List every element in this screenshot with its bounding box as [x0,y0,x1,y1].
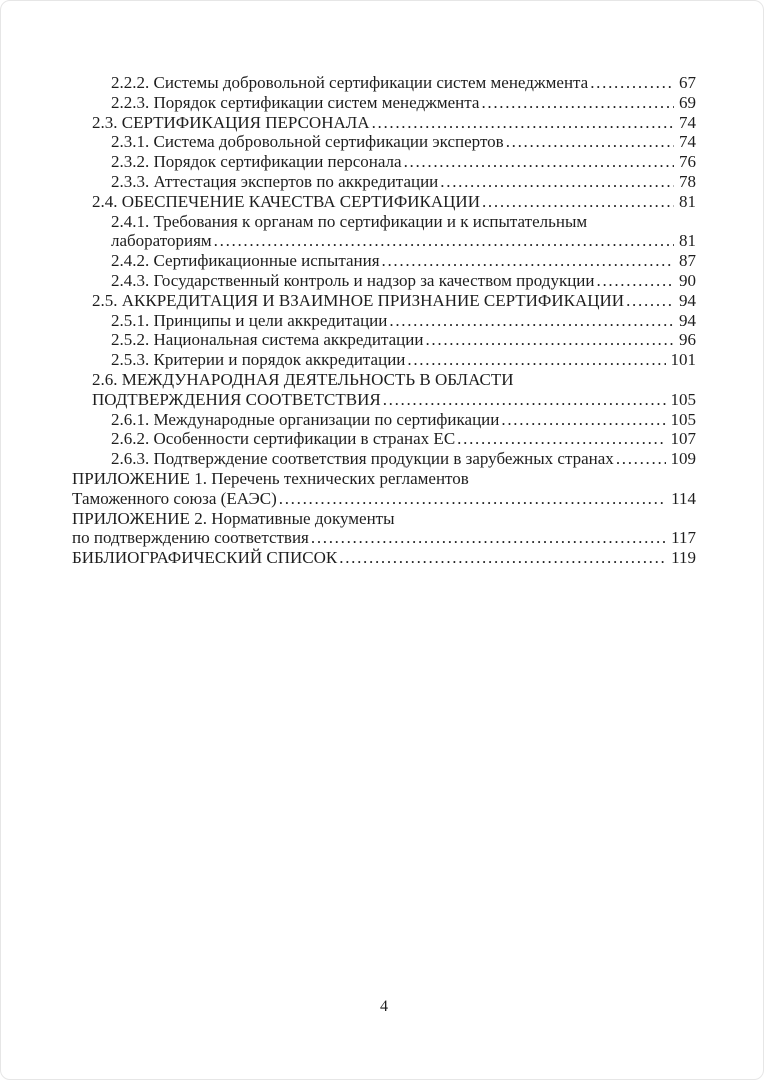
toc-leader-dots [372,113,674,133]
toc-page-number: 94 [679,290,696,310]
toc-entry [72,350,696,370]
toc-page-number: 74 [679,132,696,152]
toc-leader-dots [404,152,674,172]
toc-entry-text: 2.3.3. Аттестация экспертов по аккредитации [111,171,439,191]
toc-entry [72,192,696,212]
toc-leader-dots [440,172,674,192]
toc-leader-dots [590,73,674,93]
toc-entry [72,370,696,390]
toc-entry-text: 2.3. СЕРТИФИКАЦИЯ ПЕРСОНАЛА [92,112,370,132]
toc-leader-dots [616,449,666,469]
toc-entry [72,469,696,489]
toc-leader-dots [482,192,674,212]
toc-entry-text: 2.3.1. Система добровольной сертификации экспертов [111,132,504,152]
toc-entry-text: ПОДТВЕРЖДЕНИЯ СООТВЕТСТВИЯ [92,389,381,409]
toc-page-number: 87 [679,251,696,271]
toc-entry-text: 2.6.2. Особенности сертификации в странах ЕС [111,429,456,449]
toc-entry-text: Таможенного союза (ЕАЭС) [72,488,277,508]
table-of-contents [72,73,696,568]
toc-entry-text: 2.4.1. Требования к органам по сертификации и к испытательным [111,211,588,231]
toc-page-number: 119 [671,548,696,568]
toc-entry [72,528,696,548]
toc-page-number: 109 [670,449,696,469]
toc-entry [72,113,696,133]
toc-leader-dots [383,390,666,410]
toc-page-number: 81 [679,231,696,251]
toc-entry-text: БИБЛИОГРАФИЧЕСКИЙ СПИСОК [72,548,338,568]
toc-page-number: 76 [679,152,696,172]
toc-leader-dots [626,291,674,311]
toc-page-number: 117 [671,528,696,548]
toc-leader-dots [501,410,665,430]
toc-page-number: 78 [679,171,696,191]
toc-leader-dots [425,330,674,350]
toc-entry-text: лабораториям [111,231,212,251]
toc-page-number: 107 [670,429,696,449]
toc-leader-dots [457,429,665,449]
toc-leader-dots [597,271,675,291]
toc-leader-dots [382,251,674,271]
toc-entry [72,212,696,232]
toc-entry-text: 2.6. МЕЖДУНАРОДНАЯ ДЕЯТЕЛЬНОСТЬ В ОБЛАСТИ [92,369,514,389]
toc-entry [72,271,696,291]
toc-leader-dots [214,231,674,251]
toc-leader-dots [279,489,666,509]
toc-entry-text: 2.4.2. Сертификационные испытания [111,251,380,271]
toc-entry [72,93,696,113]
toc-entry-text: 2.5.2. Национальная система аккредитации [111,330,424,350]
toc-page-number: 105 [670,389,696,409]
toc-entry [72,390,696,410]
toc-page-number: 114 [671,488,696,508]
toc-entry [72,73,696,93]
page-number-footer: 4 [380,998,388,1015]
toc-entry [72,251,696,271]
toc-entry [72,509,696,529]
toc-page-number: 67 [679,73,696,92]
toc-entry [72,449,696,469]
toc-leader-dots [506,132,674,152]
toc-page-number: 90 [679,270,696,290]
toc-entry-text: ПРИЛОЖЕНИЕ 2. Нормативные документы [72,508,395,528]
toc-entry [72,231,696,251]
toc-entry-text: 2.6.1. Международные организации по сертификации [111,409,500,429]
toc-page-number: 101 [670,350,696,370]
toc-entry-text: 2.2.3. Порядок сертификации систем менеджмента [111,92,480,112]
toc-leader-dots [481,93,674,113]
toc-leader-dots [311,528,666,548]
toc-page-number: 96 [679,330,696,350]
toc-leader-dots [339,548,666,568]
toc-entry-text: 2.5. АККРЕДИТАЦИЯ И ВЗАИМНОЕ ПРИЗНАНИЕ СЕРТИФИКАЦИИ [92,290,625,310]
toc-entry [72,132,696,152]
toc-entry-text: 2.4.3. Государственный контроль и надзор за качеством продукции [111,270,595,290]
toc-entry [72,330,696,350]
toc-entry [72,429,696,449]
toc-entry-text: 2.4. ОБЕСПЕЧЕНИЕ КАЧЕСТВА СЕРТИФИКАЦИИ [92,191,480,211]
toc-entry-text: по подтверждению соответствия [72,528,309,548]
toc-entry [72,291,696,311]
toc-leader-dots [407,350,665,370]
toc-entry [72,489,696,509]
toc-entry [72,548,696,568]
toc-entry-text: 2.5.1. Принципы и цели аккредитации [111,310,388,330]
toc-entry-text: 2.2.2. Системы добровольной сертификации систем менеджмента [111,73,589,92]
toc-page-number: 94 [679,310,696,330]
toc-page-number: 74 [679,112,696,132]
toc-entry [72,152,696,172]
toc-entry-text: ПРИЛОЖЕНИЕ 1. Перечень технических регламентов [72,468,469,488]
toc-entry [72,410,696,430]
toc-entry-text: 2.6.3. Подтверждение соответствия продукции в зарубежных странах [111,449,614,469]
toc-page-number: 69 [679,92,696,112]
toc-entry [72,172,696,192]
toc-entry-text: 2.5.3. Критерии и порядок аккредитации [111,350,406,370]
toc-page-number: 81 [679,191,696,211]
toc-entry [72,311,696,331]
toc-entry-text: 2.3.2. Порядок сертификации персонала [111,152,402,172]
toc-page-number: 105 [670,409,696,429]
toc-leader-dots [389,311,674,331]
